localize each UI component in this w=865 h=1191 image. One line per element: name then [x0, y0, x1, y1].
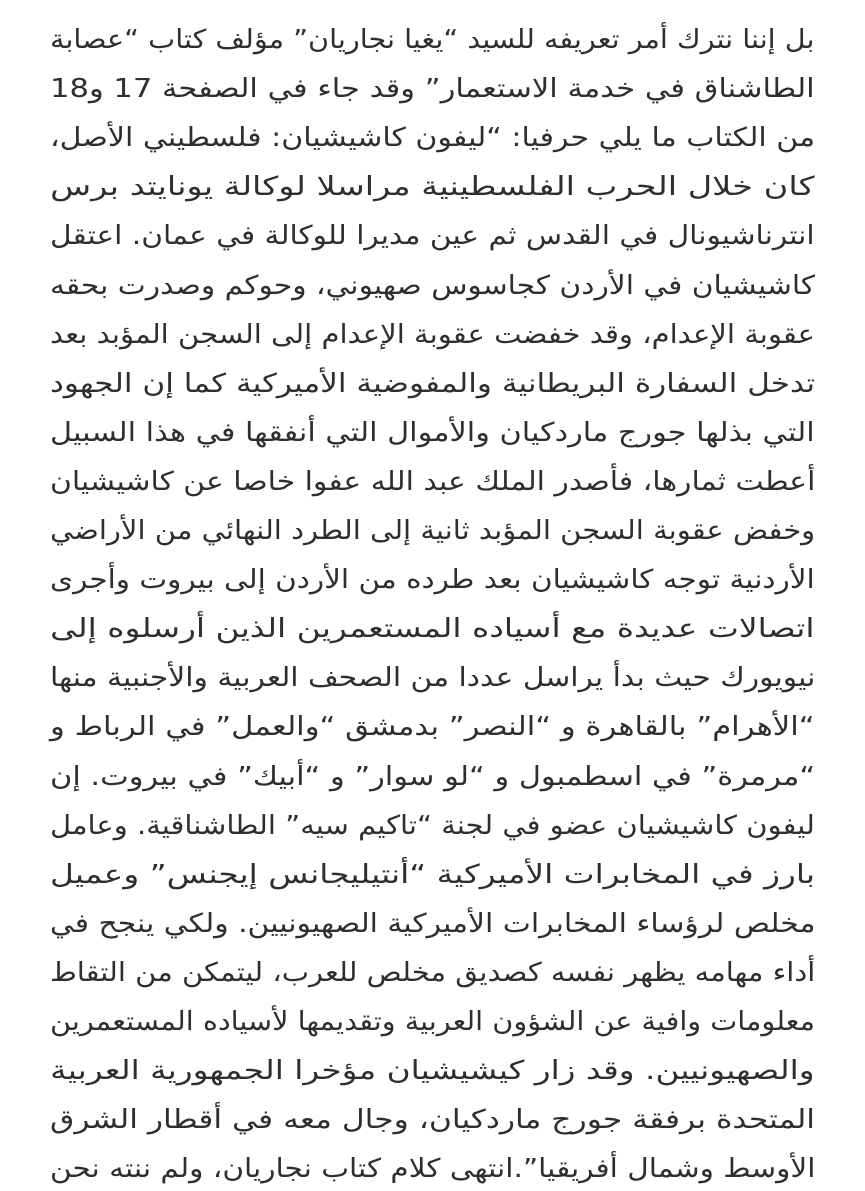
text-line: المتحدة برفقة جورج ماردكيان، وجال معه في أقطار الشرق — [49, 1105, 815, 1136]
text-line: الأردنية توجه كاشيشيان بعد طرده من الأردن إلى بيروت وأجرى — [50, 565, 815, 596]
text-line: أعطت ثمارها، فأصدر الملك عبد الله عفوا خاصا عن كاشيشيان — [49, 466, 815, 497]
text-line: اتصالات عديدة مع أسياده المستعمرين الذين أرسلوه إلى — [50, 614, 815, 645]
text-line: كان خلال الحرب الفلسطينية مراسلا لوكالة يونايتد برس — [50, 172, 815, 203]
text-line: بارز في المخابرات الأميركية “أنتيليجانس إيجنس” وعميل — [50, 859, 815, 890]
text-line: نيويورك حيث بدأ يراسل عددا من الصحف العربية والأجنبية منها — [49, 663, 815, 694]
text-line: وخفض عقوبة السجن المؤبد ثانية إلى الطرد النهائي من الأراضي — [49, 516, 815, 546]
text-line: الطاشناق في خدمة الاستعمار” وقد جاء في الصفحة 17 و18 — [50, 74, 816, 105]
text-line: عقوبة الإعدام، وقد خفضت عقوبة الإعدام إلى السجن المؤبد بعد — [50, 319, 815, 350]
text-line: من الكتاب ما يلي حرفيا: “ليفون كاشيشيان: فلسطيني الأصل، — [49, 123, 815, 154]
text-line: ليفون كاشيشيان عضو في لجنة “تاكيم سيه” الطاشناقية. وعامل — [50, 810, 815, 841]
text-line: كاشيشيان في الأردن كجاسوس صهيوني، وحوكم وصدرت بحقه — [49, 270, 815, 301]
text-line: انترناشيونال في القدس ثم عين مديرا للوكالة في عمان. اعتقل — [50, 221, 815, 252]
text-line: معلومات وافية عن الشؤون العربية وتقديمها لأسياده المستعمرين — [50, 1007, 815, 1037]
text-line: بل إننا نترك أمر تعريفه للسيد “يغيا نجاريان” مؤلف كتاب “عصابة — [50, 25, 815, 55]
text-line: والصهيونيين. وقد زار كيشيشيان مؤخرا الجمهورية العربية — [50, 1056, 815, 1087]
text-line: تدخل السفارة البريطانية والمفوضية الأميركية كما إن الجهود — [49, 368, 815, 399]
text-line: التي بذلها جورج ماردكيان والأموال التي أنفقها في هذا السبيل — [50, 417, 815, 448]
text-line: “الأهرام” بالقاهرة و “النصر” بدمشق “والعمل” في الرباط و — [50, 712, 815, 743]
text-line: الأوسط وشمال أفريقيا”.انتهى كلام كتاب نجاريان، ولم ننته نحن — [49, 1154, 815, 1185]
text-line: أداء مهامه يظهر نفسه كصديق مخلص للعرب، ليتمكن من التقاط — [49, 957, 815, 988]
text-line: مخلص لرؤساء المخابرات الأميركية الصهيونيين. ولكي ينجح في — [49, 908, 815, 939]
text-line: “مرمرة” في اسطمبول و “لو سوار” و “أبيك” في بيروت. إن — [49, 761, 815, 792]
